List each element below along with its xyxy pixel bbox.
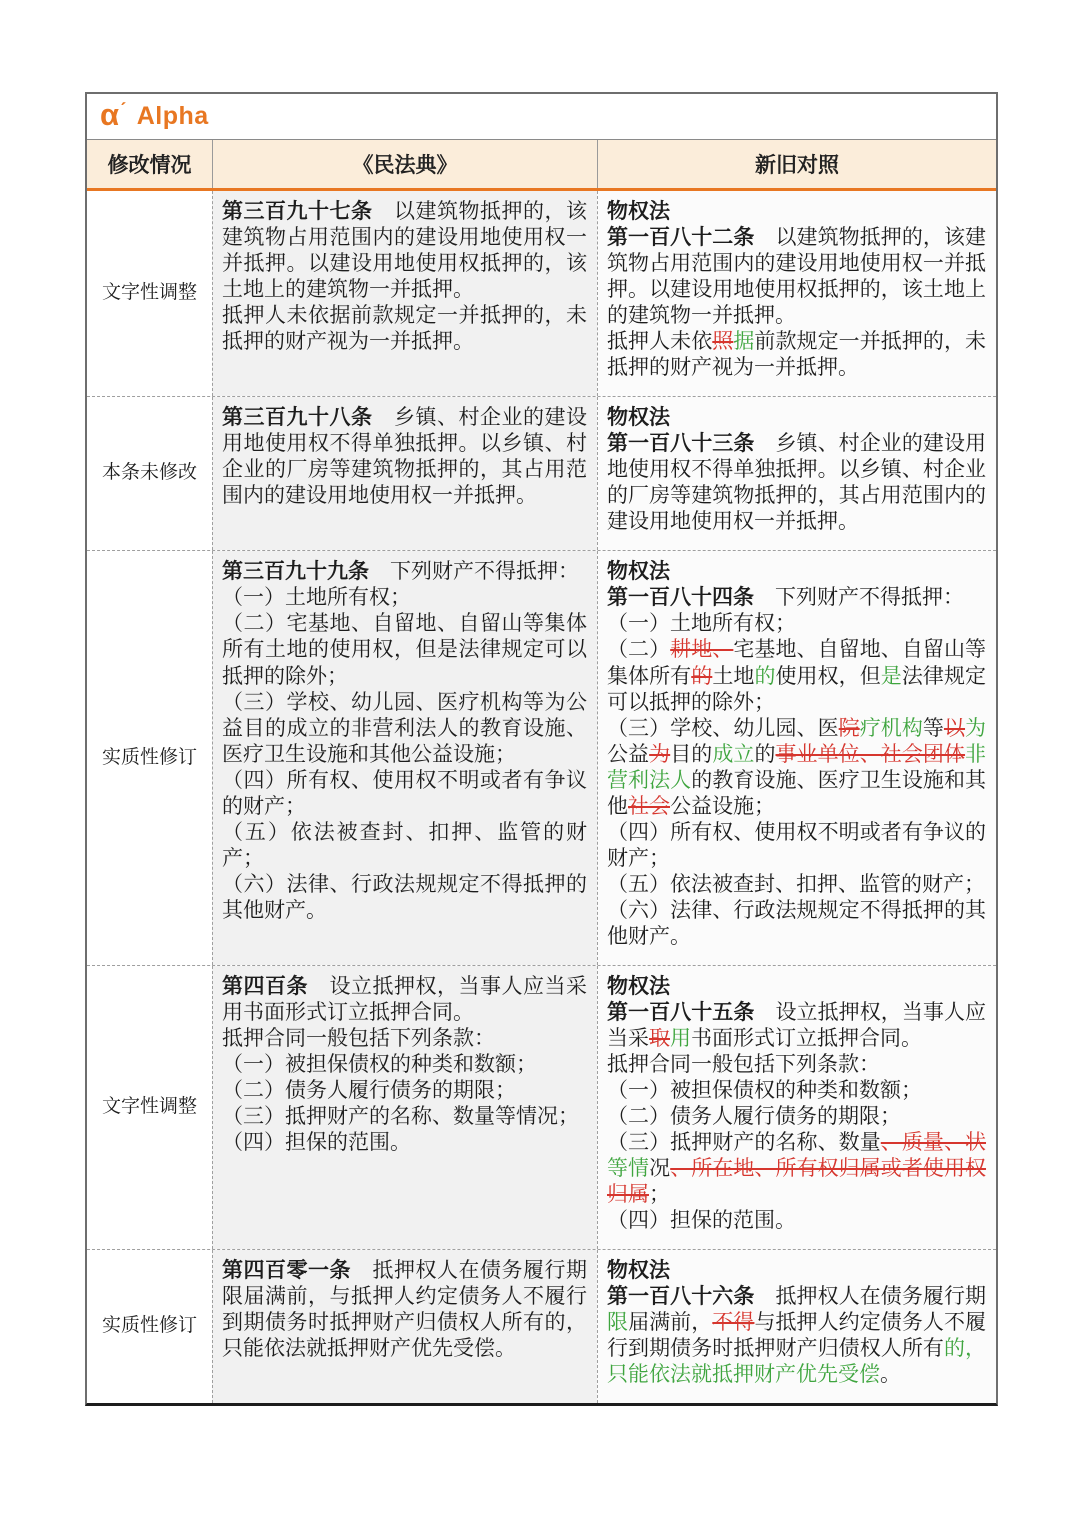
table-row [87, 965, 996, 1249]
added-text: 等情 [607, 1156, 650, 1181]
comparison-cell [597, 966, 996, 1249]
status-label: 文字性调整 [101, 282, 197, 304]
modification-status-cell [87, 1250, 212, 1403]
table-row [87, 1249, 996, 1403]
article-number: 物权法 [607, 1258, 670, 1283]
law-text: （三）抵押财产的名称、数量等情况； [222, 1104, 579, 1128]
paragraph [607, 1103, 986, 1129]
header-modification-status: 修改情况 [107, 154, 192, 177]
added-text: 非营利法人 [607, 741, 987, 792]
law-text: （一）被担保债权的种类和数额； [222, 1051, 537, 1076]
law-text: 下列财产不得抵押： [369, 559, 579, 584]
law-text: 法律规定可以抵押的除外； [607, 663, 987, 714]
law-text: （三）学校、幼儿园、医 [607, 715, 839, 740]
law-text: 乡镇、村企业的建设用地使用权不得单独抵押。以乡镇、村企业的厂房等建筑物抵押的，其占用范围内的建设用地使用权一并抵押。 [222, 405, 587, 508]
paragraph [607, 558, 986, 584]
table-header-row [87, 140, 996, 191]
law-text: 公益设施； [670, 793, 775, 818]
paragraph [607, 871, 986, 897]
law-text: （五）依法被查封、扣押、监管的财产； [222, 819, 587, 870]
law-text: （三）抵押财产的名称、数量 [607, 1130, 881, 1155]
table-row [87, 396, 996, 550]
alpha-logo-icon: α ˊ [100, 99, 126, 130]
paragraph [222, 819, 587, 871]
status-label: 文字性调整 [101, 1096, 197, 1118]
civil-code-cell [212, 551, 597, 964]
modification-status-cell [87, 966, 212, 1249]
paragraph [222, 1129, 587, 1155]
law-text: 设立抵押权，当事人应当采 [607, 999, 987, 1050]
article-number: 物权法 [607, 973, 670, 998]
paragraph [607, 1257, 986, 1283]
paragraph [607, 198, 986, 224]
comparison-cell [597, 191, 996, 396]
deleted-text: 为 [649, 741, 671, 766]
law-text: 前款规定一并抵押的，未抵押的财产视为一并抵押。 [607, 329, 987, 380]
law-text: 以建筑物抵押的，该建筑物占用范围内的建设用地使用权一并抵押。以建设用地使用权抵押的，该土地上的建筑物一并抵押。 [222, 199, 587, 302]
paragraph [222, 610, 587, 688]
law-text: （二）宅基地、自留地、自留山等集体所有土地的使用权，但是法律规定可以抵押的除外； [222, 611, 587, 688]
law-text: （六）法律、行政法规规定不得抵押的其他财产。 [222, 871, 587, 922]
paragraph [607, 715, 986, 819]
law-text: 目的 [670, 741, 713, 766]
table-body [87, 191, 996, 1403]
law-text: 设立抵押权，当事人应当采用书面形式订立抵押合同。 [222, 973, 587, 1024]
paragraph [607, 328, 986, 380]
table-row [87, 191, 996, 396]
law-text: 的教育设施、医疗卫生设施和其他 [607, 767, 987, 818]
deleted-text: 不得 [712, 1310, 755, 1335]
paragraph [607, 636, 986, 714]
article-number: 第四百零一条 [222, 1258, 351, 1283]
deleted-text: 耕地、 [670, 637, 734, 662]
paragraph [222, 584, 587, 610]
law-text: （二） [607, 637, 671, 662]
paragraph [222, 1257, 587, 1361]
law-text: 届满前， [628, 1310, 713, 1335]
paragraph [222, 689, 587, 767]
article-number: 物权法 [607, 199, 670, 223]
law-text: 公益 [607, 741, 650, 766]
paragraph [222, 302, 587, 354]
law-text: （六）法律、行政法规规定不得抵押的其他财产。 [607, 897, 986, 948]
paragraph [222, 1103, 587, 1129]
added-text: 用 [670, 1025, 691, 1050]
added-text: 是 [880, 663, 902, 688]
added-text: 的 [754, 663, 776, 688]
added-text: 成立 [712, 741, 755, 766]
added-text: 的，只能依法就抵押财产优先受偿 [607, 1336, 987, 1387]
paragraph [222, 1051, 587, 1077]
header-old-new-comparison: 新旧对照 [597, 140, 996, 188]
paragraph [607, 404, 986, 430]
paragraph [607, 999, 986, 1051]
status-label: 实质性修订 [101, 746, 197, 768]
header-civil-code: 《民法典》 [212, 140, 597, 188]
deleted-text: 事业单位、社会团体 [775, 741, 966, 766]
added-text: 据 [733, 329, 755, 354]
paragraph [607, 430, 986, 534]
article-number: 物权法 [607, 405, 670, 430]
deleted-text: 的 [691, 663, 713, 688]
deleted-text: 照 [712, 329, 734, 354]
law-text: 土地 [712, 663, 755, 688]
civil-code-cell [212, 966, 597, 1249]
paragraph [607, 224, 986, 328]
paragraph [607, 819, 986, 871]
law-text: （四）所有权、使用权不明或者有争议的财产； [607, 819, 986, 870]
paragraph [222, 767, 587, 819]
law-text: 抵押合同一般包括下列条款： [222, 1025, 495, 1050]
law-text: 下列财产不得抵押： [754, 585, 964, 610]
article-number: 物权法 [607, 559, 670, 584]
law-text: 抵押人未依据前款规定一并抵押的，未抵押的财产视为一并抵押。 [222, 303, 587, 354]
paragraph [222, 1077, 587, 1103]
paragraph [222, 871, 587, 923]
comparison-cell [597, 397, 996, 550]
table-row [87, 550, 996, 964]
added-text: 限 [607, 1310, 629, 1335]
deleted-text: 取 [649, 1025, 670, 1050]
law-text: 抵押权人在债务履行期限届满前，与抵押人约定债务人不履行到期债务时抵押财产归债权人所有的，只能依法就抵押财产优先受偿。 [222, 1258, 587, 1361]
article-number: 第一百八十五条 [607, 999, 755, 1024]
law-text: （二）债务人履行债务的期限； [607, 1104, 901, 1128]
law-text: 。 [880, 1362, 901, 1387]
article-number: 第一百八十六条 [607, 1284, 755, 1309]
law-text: （四）所有权、使用权不明或者有争议的财产； [222, 767, 587, 818]
paragraph [607, 1129, 986, 1207]
law-text: （一）土地所有权； [222, 585, 411, 610]
law-text: （二）债务人履行债务的期限； [222, 1077, 516, 1102]
civil-code-cell [212, 397, 597, 550]
article-number: 第四百条 [222, 973, 308, 998]
added-text: 疗机构 [859, 715, 923, 740]
law-text: （一）土地所有权； [607, 611, 796, 636]
law-text: 书面形式订立抵押合同。 [691, 1025, 922, 1050]
law-text: 抵押权人在债务履行期 [754, 1284, 987, 1309]
modification-status-cell [87, 191, 212, 396]
law-text: 抵押人未依 [607, 329, 713, 354]
law-text: 以建筑物抵押的，该建筑物占用范围内的建设用地使用权一并抵押。以建设用地使用权抵押的，该土地上的建筑物一并抵押。 [607, 225, 987, 328]
law-text: 使用权，但 [775, 663, 881, 688]
deleted-text: 社会 [628, 793, 670, 818]
paragraph [607, 1283, 986, 1387]
deleted-text: 院 [838, 715, 860, 740]
logo-bar [87, 94, 996, 140]
law-text: （三）学校、幼儿园、医疗机构等为公益目的成立的非营利法人的教育设施、医疗卫生设施和其他公益设施； [222, 689, 587, 766]
law-text: 抵押合同一般包括下列条款： [607, 1051, 880, 1076]
law-comparison-document [85, 92, 998, 1406]
deleted-text: 、所在地、所有权归属或者使用权归属 [607, 1156, 987, 1207]
law-text: （四）担保的范围。 [607, 1208, 796, 1233]
law-text: ； [649, 1182, 670, 1207]
paragraph [607, 584, 986, 610]
civil-code-cell [212, 1250, 597, 1403]
law-text: 乡镇、村企业的建设用地使用权不得单独抵押。以乡镇、村企业的厂房等建筑物抵押的，其占用范围内的建设用地使用权一并抵押。 [607, 431, 987, 534]
paragraph [607, 1207, 986, 1233]
paragraph [222, 198, 587, 302]
comparison-cell [597, 1250, 996, 1403]
paragraph [607, 897, 986, 949]
law-text: 等 [922, 715, 944, 740]
law-text: 与抵押人约定债务人不履行到期债务时抵押财产归债权人所有 [607, 1310, 987, 1361]
paragraph [607, 1051, 986, 1077]
paragraph [222, 404, 587, 508]
status-label: 实质性修订 [101, 1315, 197, 1337]
article-number: 第三百九十七条 [222, 199, 373, 223]
deleted-text: 、质量、状 [880, 1130, 987, 1155]
status-label: 本条未修改 [101, 462, 197, 484]
paragraph [222, 1025, 587, 1051]
paragraph [607, 973, 986, 999]
modification-status-cell [87, 551, 212, 964]
law-text: （四）担保的范围。 [222, 1130, 411, 1155]
article-number: 第三百九十九条 [222, 559, 369, 584]
paragraph [222, 558, 587, 584]
law-text: （五）依法被查封、扣押、监管的财产； [607, 871, 985, 896]
paragraph [222, 973, 587, 1025]
civil-code-cell [212, 191, 597, 396]
deleted-text: 以 [943, 715, 966, 740]
modification-status-cell [87, 397, 212, 550]
comparison-cell [597, 551, 996, 964]
article-number: 第一百八十二条 [607, 225, 755, 250]
law-text: （一）被担保债权的种类和数额； [607, 1077, 922, 1102]
paragraph [607, 610, 986, 636]
article-number: 第一百八十三条 [607, 431, 755, 456]
added-text: 为 [965, 715, 987, 740]
article-number: 第一百八十四条 [607, 585, 754, 610]
paragraph [607, 1077, 986, 1103]
law-text: 况 [649, 1156, 671, 1181]
law-text: 宅基地、自留地、自留山等集体所有 [607, 637, 987, 688]
logo-text: Alpha [136, 102, 209, 130]
law-text: 的 [754, 741, 776, 766]
article-number: 第三百九十八条 [222, 405, 373, 430]
